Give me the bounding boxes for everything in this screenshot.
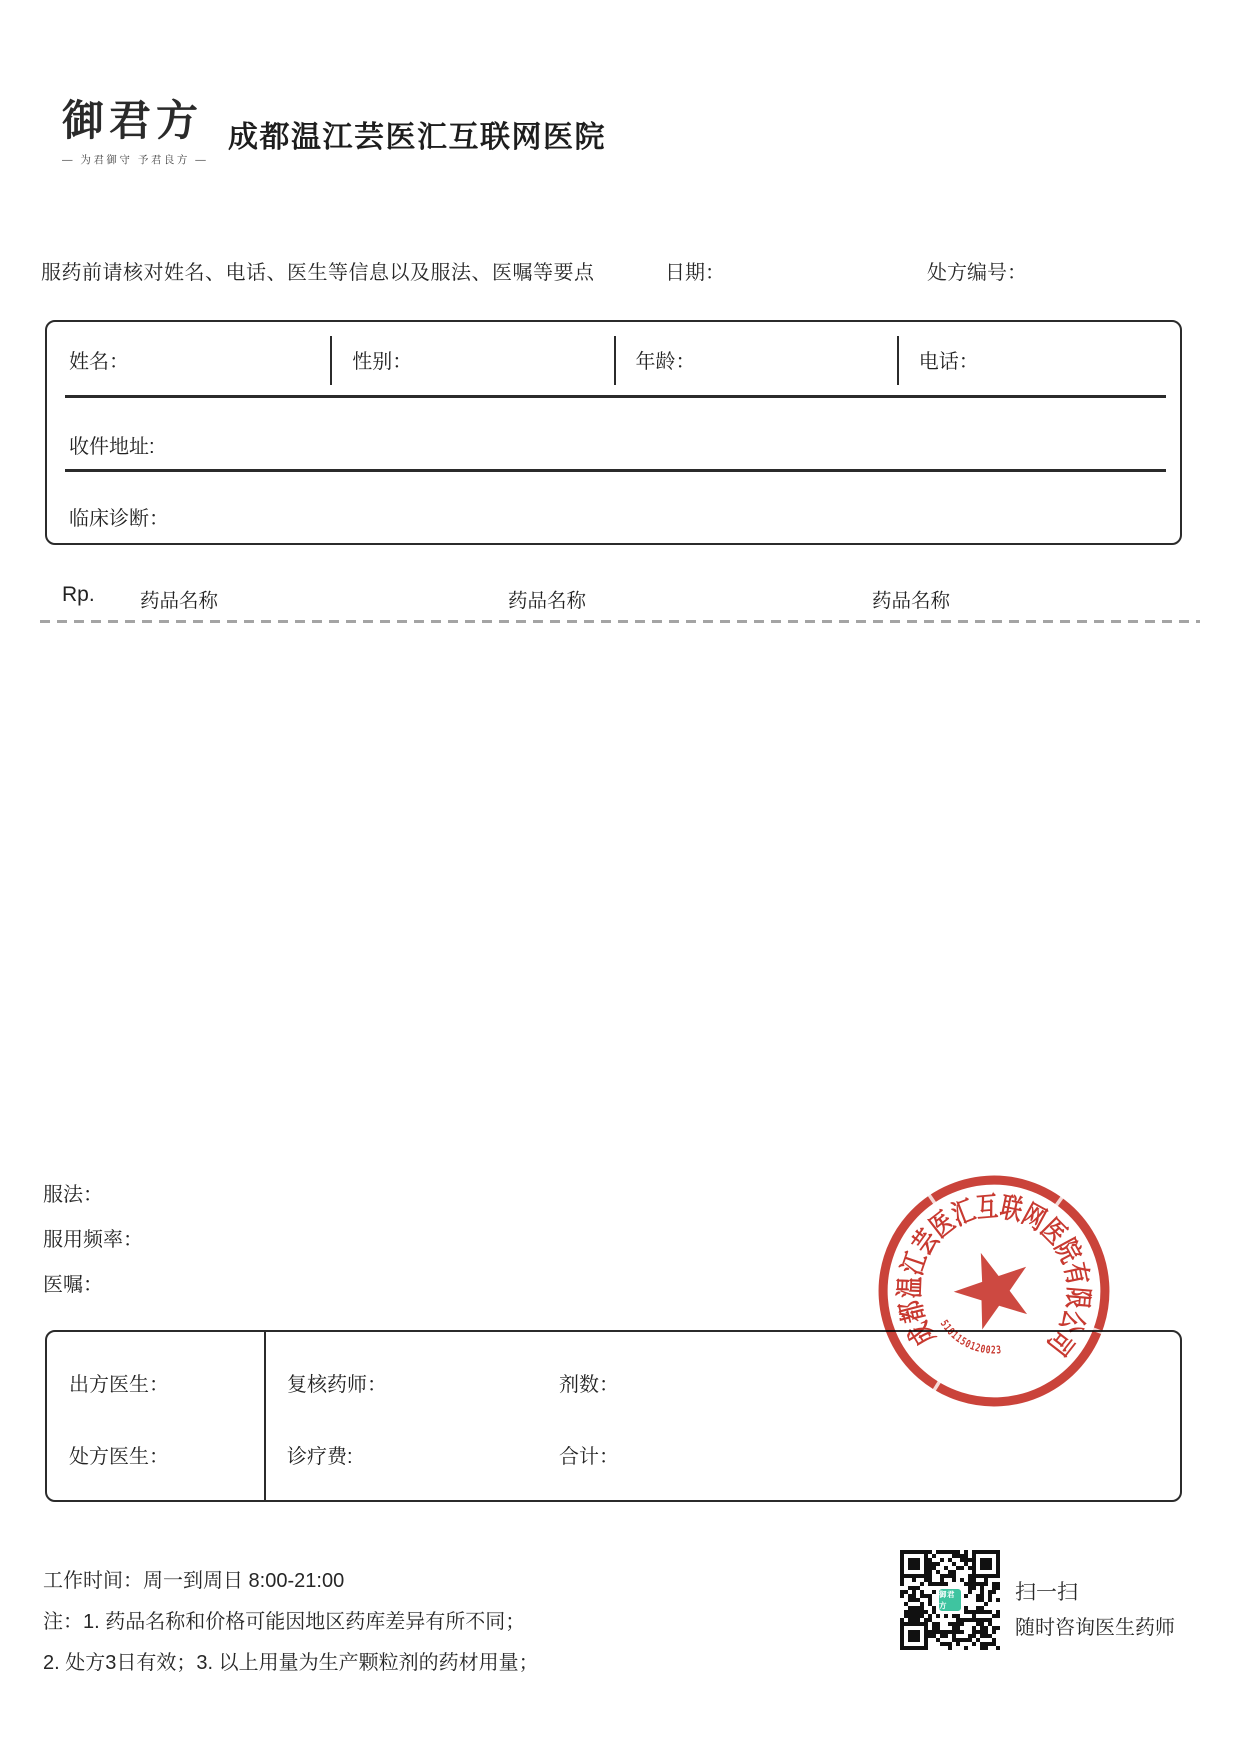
total-label: 合计： bbox=[559, 1446, 619, 1468]
diagnosis-field-label: 临床诊断： bbox=[69, 508, 169, 530]
qr-scan-label: 扫一扫 bbox=[1015, 1581, 1078, 1604]
review-pharmacist-label: 复核药师： bbox=[287, 1374, 387, 1396]
phone-field-label: 电话： bbox=[897, 322, 1180, 397]
qr-code bbox=[900, 1550, 1000, 1650]
work-hours-text: 工作时间：周一到周日 8:00-21:00 bbox=[43, 1570, 345, 1592]
seal-ring-text: 成都温江芸医汇互联网医院有限公司 bbox=[892, 1189, 1097, 1367]
brand-logo-text: 御君方 bbox=[62, 96, 204, 145]
official-seal-stamp bbox=[865, 1162, 1123, 1420]
drug-name-column-header: 药品名称 bbox=[140, 590, 219, 612]
age-field-label: 年龄： bbox=[614, 322, 897, 397]
note-line-2: 2. 处方3日有效；3. 以上用量为生产颗粒剂的药材用量； bbox=[43, 1652, 539, 1674]
divider-line bbox=[264, 1332, 266, 1500]
gender-field-label: 性别： bbox=[330, 322, 613, 397]
hospital-title: 成都温江芸医汇互联网医院 bbox=[228, 121, 606, 154]
issuing-doctor-label: 出方医生： bbox=[69, 1374, 169, 1396]
consult-fee-label: 诊疗费: bbox=[287, 1446, 353, 1468]
qr-center-logo-text: 御君方 bbox=[939, 1590, 955, 1610]
date-label: 日期： bbox=[665, 262, 725, 284]
drug-name-column-header: 药品名称 bbox=[508, 590, 587, 612]
usage-method-label: 服法： bbox=[43, 1184, 103, 1206]
dashed-separator bbox=[40, 620, 1200, 623]
qr-description: 随时咨询医生药师 bbox=[1015, 1617, 1175, 1639]
seal-star-icon bbox=[951, 1250, 1030, 1332]
drug-name-column-header: 药品名称 bbox=[872, 590, 951, 612]
qr-center-logo bbox=[937, 1587, 963, 1613]
seal-serial-number: 5101150120023 bbox=[937, 1318, 1005, 1357]
rx-number-label: 处方编号： bbox=[927, 262, 1027, 284]
svg-text:5101150120023 bbox=[937, 1314, 1005, 1360]
prescribing-doctor-label: 处方医生： bbox=[69, 1446, 169, 1468]
patient-row-basic bbox=[47, 322, 1180, 397]
divider-line bbox=[65, 395, 1166, 398]
verification-notice: 服药前请核对姓名、电话、医生等信息以及服法、医嘱等要点 bbox=[41, 262, 595, 284]
brand-tagline: — 为君御守 予君良方 — bbox=[62, 154, 209, 166]
divider-line bbox=[65, 469, 1166, 472]
note-line-1: 注：1. 药品名称和价格可能因地区药库差异有所不同； bbox=[43, 1611, 526, 1633]
brand-logo bbox=[62, 96, 222, 167]
doctor-advice-label: 医嘱： bbox=[43, 1274, 103, 1296]
rp-label: Rp. bbox=[62, 583, 95, 606]
dose-count-label: 剂数： bbox=[559, 1374, 619, 1396]
usage-frequency-label: 服用频率： bbox=[43, 1229, 143, 1251]
name-field-label: 姓名： bbox=[69, 351, 129, 373]
patient-info-box bbox=[45, 320, 1182, 545]
address-field-label: 收件地址: bbox=[69, 436, 155, 458]
